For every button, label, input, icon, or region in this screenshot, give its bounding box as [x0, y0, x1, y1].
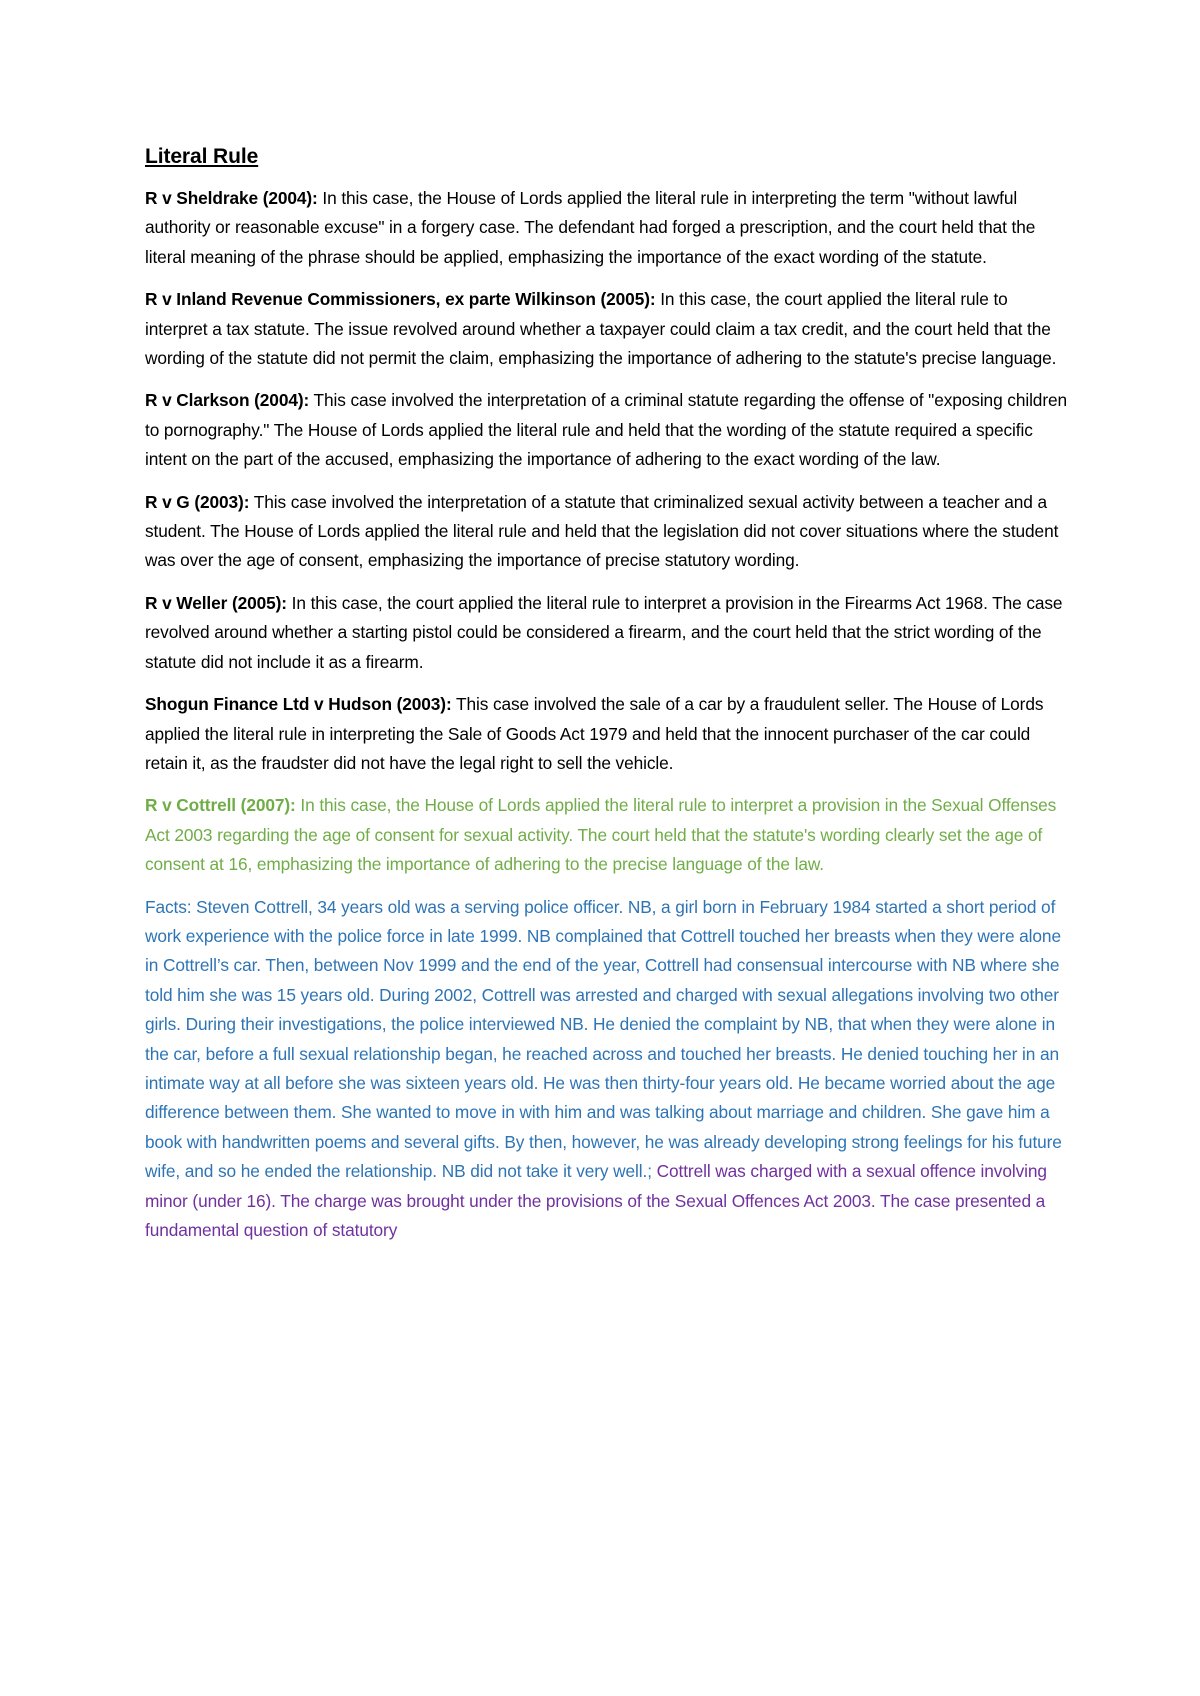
case-name: R v Weller (2005):	[145, 592, 287, 613]
case-paragraph-wilkinson	[145, 285, 1070, 373]
case-paragraph-r-v-g	[145, 488, 1070, 576]
case-text: In this case, the court applied the literal rule to interpret a tax statute. The issue revolved around whether a taxpayer could claim a tax credit, and the court held that the wording of the statute did not permit the claim, emphasizing the importance of adhering to the statute's precise language.	[145, 289, 1057, 369]
case-name: R v Clarkson (2004):	[145, 390, 310, 411]
case-name: R v Cottrell (2007):	[145, 795, 296, 816]
case-paragraph-sheldrake	[145, 184, 1070, 272]
case-paragraph-shogun	[145, 690, 1070, 778]
case-text: In this case, the House of Lords applied the literal rule in interpreting the term "without lawful authority or reasonable excuse" in a forgery case. The defendant had forged a prescription, and the court held that the literal meaning of the phrase should be applied, emphasizing the importance of the exact wording of the statute.	[145, 188, 1036, 267]
case-name: R v G (2003):	[145, 491, 250, 512]
case-name: Shogun Finance Ltd v Hudson (2003):	[145, 694, 452, 715]
document-body	[145, 142, 1070, 1258]
case-text: This case involved the interpretation of a statute that criminalized sexual activity between a teacher and a student. The House of Lords applied the literal rule and held that the legislation did not cover situations where the student was over the age of consent, emphasizing the importance of precise statutory wording.	[145, 491, 1059, 571]
section-heading: Literal Rule	[145, 145, 259, 168]
case-text: In this case, the House of Lords applied the literal rule to interpret a provision in the Sexual Offenses Act 2003 regarding the age of consent for sexual activity. The court held that the statute's wording clearly set the age of consent at 16, emphasizing the importance of adhering to the precise language of the law.	[145, 795, 1057, 875]
case-text: In this case, the court applied the literal rule to interpret a provision in the Firearms Act 1968. The case revolved around whether a starting pistol could be considered a firearm, and the court held that the strict wording of the statute did not include it as a firearm.	[145, 592, 1063, 672]
facts-text: Facts: Steven Cottrell, 34 years old was a serving police officer. NB, a girl born in February 1984 started a short period of work experience with the police force in late 1999. NB complained that Cottrell touched her breasts when they were alone in Cottrell’s car. Then, between Nov 1999 and the end of the year, Cottrell had consensual intercourse with NB where she told him she was 15 years old. During 2002, Cottrell was arrested and charged with sexual allegations involving two other girls. During their investigations, the police interviewed NB. He denied the complaint by NB, that when they were alone in the car, before a full sexual relationship began, he reached across and touched her breasts. He denied touching her in an intimate way at all before she was sixteen years old. He was then thirty-four years old. He became worried about the age difference between them. She wanted to move in with him and was talking about marriage and children. She gave him a book with handwritten poems and several gifts. By then, however, he was already developing strong feelings for his future wife, and so he ended the relationship. NB did not take it very well.;	[145, 896, 1062, 1182]
facts-paragraph	[145, 893, 1070, 1246]
case-name: R v Inland Revenue Commissioners, ex parte Wilkinson (2005):	[145, 289, 656, 310]
charge-text: Cottrell was charged with a sexual offence involving minor (under 16). The charge was brought under the provisions of the Sexual Offences Act 2003. The case presented a fundamental question of statutory	[145, 1161, 1047, 1240]
case-paragraph-cottrell	[145, 791, 1070, 879]
case-name: R v Sheldrake (2004):	[145, 188, 318, 208]
case-text: This case involved the sale of a car by a fraudulent seller. The House of Lords applied the literal rule in interpreting the Sale of Goods Act 1979 and held that the innocent purchaser of the car could retain it, as the fraudster did not have the legal right to sell the vehicle.	[145, 694, 1044, 773]
case-paragraph-clarkson	[145, 386, 1070, 474]
case-paragraph-weller	[145, 589, 1070, 677]
case-text: This case involved the interpretation of a criminal statute regarding the offense of "exposing children to pornography." The House of Lords applied the literal rule and held that the wording of the statute required a specific intent on the part of the accused, emphasizing the importance of adhering to the exact wording of the law.	[145, 390, 1067, 470]
